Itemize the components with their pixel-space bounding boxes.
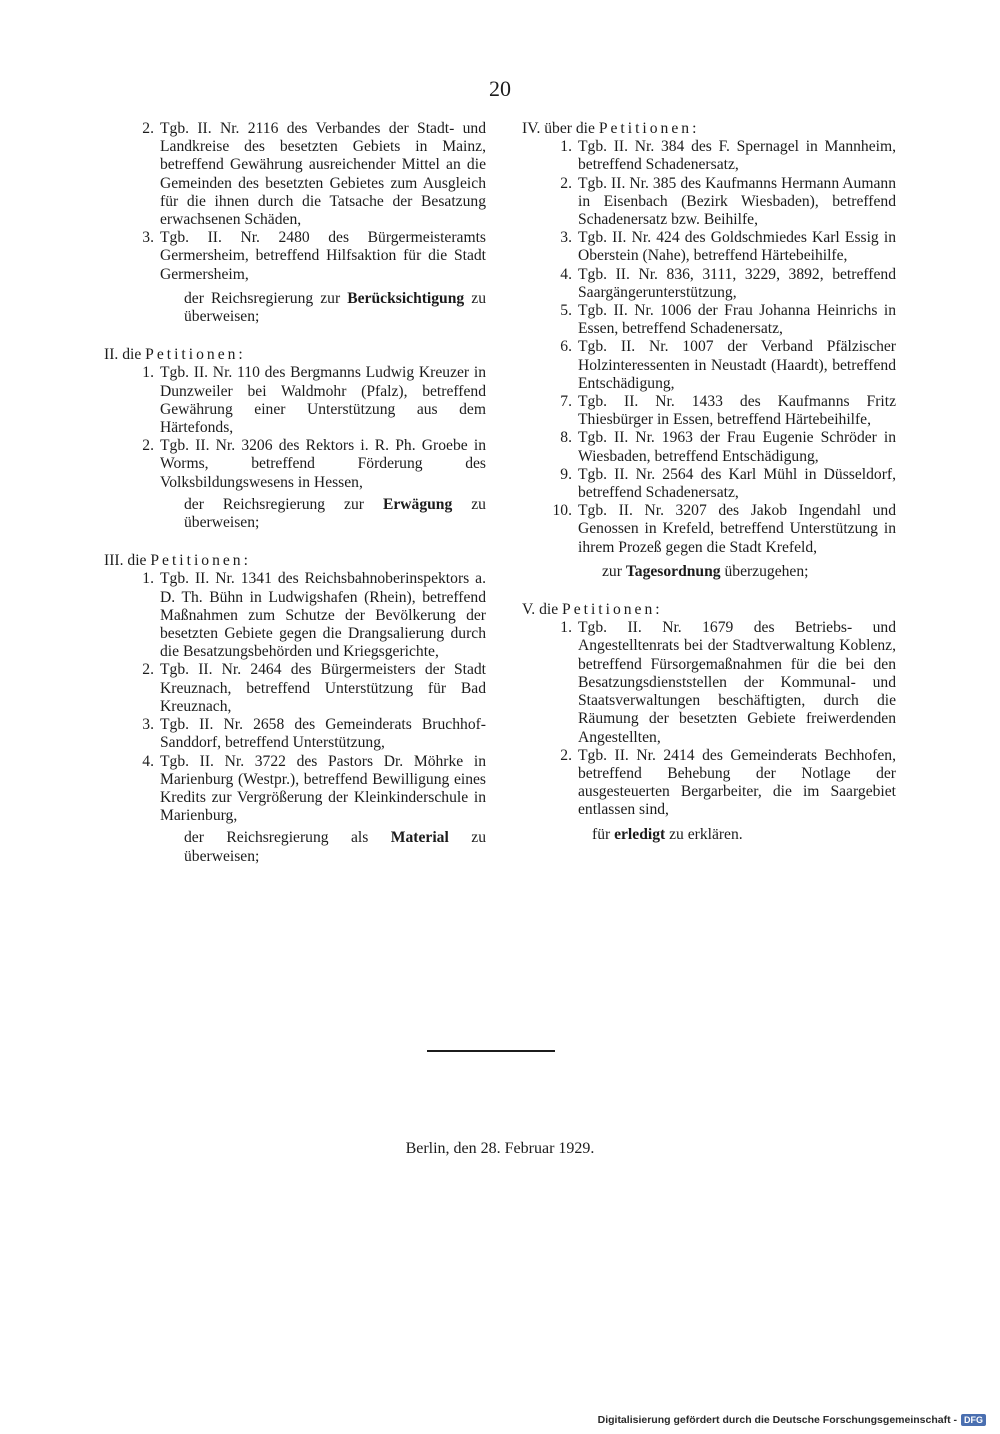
section-iv-conclusion [522,563,896,581]
conclusion-text: überzugehen; [720,562,809,580]
conclusion-keyword: Erwägung [382,495,453,513]
item-number: 2. [560,746,572,764]
section-numeral: II. [104,346,119,364]
list-item [104,364,486,437]
section-v-items [522,619,896,819]
list-item [522,266,896,302]
heading-spaced: Petitionen: [598,120,700,137]
right-column [522,120,896,844]
item-text: Tgb. II. Nr. 1007 der Verband Pfälzischer Holzinteressenten in Neustadt (Haardt), betreffend Entschädigung, [578,338,896,392]
item-text: Tgb. II. Nr. 1006 der Frau Johanna Heinrichs in Essen, betreffend Schadenersatz, [578,302,896,338]
list-item [104,661,486,716]
heading-spaced: Petitionen: [150,552,251,570]
item-number: 5. [560,302,572,320]
item-text: Tgb. II. Nr. 2464 des Bürgermeisters der Stadt Kreuznach, betreffend Unterstützung für Bad Kreuznach, [160,661,486,715]
conclusion-text: der Reichsregierung als [184,829,391,847]
item-text: Tgb. II. Nr. 384 des F. Spernagel in Mannheim, betreffend Schadenersatz, [578,138,896,174]
heading-spaced: Petitionen: [145,346,246,364]
heading-prefix: die [539,601,559,619]
section-numeral: V. [522,601,536,619]
item-number: 1. [142,570,154,588]
conclusion-text: der Reichsregierung zur [184,495,383,513]
item-number: 1. [142,364,154,382]
item-text: Tgb. II. Nr. 3206 des Rektors i. R. Ph. Groebe in Worms, betreffend Förderung des Volksbildungswesens in Hessen, [160,437,486,491]
conclusion-keyword: Material [390,829,449,847]
conclusion-keyword: erledigt [614,825,666,843]
heading-prefix: die [127,552,147,570]
item-text: Tgb. II. Nr. 1963 der Frau Eugenie Schröder in Wiesbaden, betreffend Entschädigung, [578,429,896,465]
item-text: Tgb. II. Nr. 3722 des Pastors Dr. Möhrke in Marienburg (Westpr.), betreffend Bewilligung eines Kredits zur Vergrößerung der Kleinkinderschule in Marienburg, [160,752,486,825]
item-text: Tgb. II. Nr. 2564 des Karl Mühl in Düsseldorf, betreffend Schadenersatz, [578,465,896,502]
list-item [104,716,486,752]
item-text: Tgb. II. Nr. 424 des Goldschmiedes Karl Essig in Oberstein (Nahe), betreffend Härtebeihilfe, [578,229,896,265]
item-number: 7. [560,393,572,411]
heading-spaced: Petitionen: [562,601,663,619]
conclusion-keyword: Tagesordnung [625,562,721,580]
section-v-conclusion [522,826,896,844]
page-number: 20 [489,76,511,101]
list-item [522,466,896,502]
list-item [104,570,486,661]
footer-credit-text: Digitalisierung gefördert durch die Deutsche Forschungsgemeinschaft - [597,1414,957,1426]
item-number: 3. [142,229,154,247]
list-item [522,229,896,265]
list-item [522,502,896,557]
list-item [522,747,896,820]
list-item [522,429,896,465]
item-number: 3. [142,716,154,734]
item-text: Tgb. II. Nr. 385 des Kaufmanns Hermann Aumann in Eisenbach (Bezirk Wiesbaden), betreffend Schadenersatz bzw. Beihilfe, [578,174,896,229]
item-number: 6. [560,338,572,356]
section-iii-conclusion [104,829,486,865]
list-item [522,338,896,393]
conclusion-text: zu überweisen; [184,495,486,532]
conclusion-text: der Reichsregierung zur [184,289,348,307]
item-text: Tgb. II. Nr. 3207 des Jakob Ingendahl und Genossen in Krefeld, betreffend Unterstützung in ihrem Prozeß gegen die Stadt Krefeld, [578,502,896,556]
item-text: Tgb. II. Nr. 1679 des Betriebs- und Angestelltenrats bei der Stadtverwaltung Koblenz, betreffend Fürsorgemaßnahmen für die bei den Besatzungsdienststellen der Kommunal- und Staatsverwaltungen beschäftigten, durch die Räumung der besetzten Gebiete freiwerdenden Angestellten, [578,619,896,746]
dfg-logo: DFG [961,1414,986,1426]
section-iii-heading [104,552,486,570]
section-ii-heading [104,346,486,364]
item-text: Tgb. II. Nr. 1341 des Reichsbahnoberinspektors a. D. Th. Bühn in Ludwigshafen (Rhein), betreffend Maßnahmen zum Schutze der Bevölkerung der besetzten Gebiete gegen die Drangsalierung durch die Besatzungsbehörden und Kriegsgerichte, [160,570,486,661]
list-item [522,393,896,429]
list-item [522,619,896,746]
list-item [522,302,896,338]
item-number: 1. [560,619,572,637]
list-item [104,437,486,492]
item-number: 9. [560,465,572,483]
section-iv-heading [522,120,896,138]
item-number: 2. [142,661,154,679]
item-number: 4. [142,752,154,770]
item-number: 2. [560,174,572,192]
section-iv-items [522,138,896,557]
section-divider [427,1050,555,1052]
signoff-date: Berlin, den 28. Februar 1929. [405,1140,595,1157]
conclusion-keyword: Berücksichtigung [347,289,465,307]
section-v-heading [522,601,896,619]
conclusion-text: zur [602,562,626,580]
conclusion-text: zu überweisen; [184,829,486,865]
conclusion-text: für [592,825,615,843]
list-item [522,175,896,230]
section-numeral: III. [104,552,124,570]
section-numeral: IV. [522,120,541,137]
item-number: 2. [142,120,154,137]
footer-credit [598,1414,986,1426]
heading-prefix: über die [544,120,595,137]
item-number: 8. [560,429,572,447]
item-text: Tgb. II. Nr. 110 des Bergmanns Ludwig Kreuzer in Dunzweiler bei Waldmohr (Pfalz), betreffend Gewährung einer Unterstützung aus dem Härtefonds, [160,364,486,437]
conclusion-text: zu erklären. [665,825,743,843]
section-ii-items [104,364,486,491]
list-item [522,138,896,174]
item-text: Tgb. II. Nr. 2480 des Bürgermeisteramts Germersheim, betreffend Hilfsaktion für die Stadt Germersheim, [160,229,486,283]
item-number: 4. [560,265,572,283]
item-number: 2. [142,437,154,455]
section-ii-conclusion [104,496,486,532]
item-number: 10. [552,502,572,520]
item-number: 1. [560,138,572,156]
item-text: Tgb. II. Nr. 2658 des Gemeinderats Bruchhof-Sanddorf, betreffend Unterstützung, [160,716,486,752]
item-text: Tgb. II. Nr. 1433 des Kaufmanns Fritz Thiesbürger in Essen, betreffend Härtebeihilfe, [578,393,896,429]
conclusion-text: zu überweisen; [184,289,486,326]
section-iii-items [104,570,486,825]
list-item [104,120,486,229]
list-item [104,229,486,284]
item-number: 3. [560,229,572,247]
item-text: Tgb. II. Nr. 836, 3111, 3229, 3892, betreffend Saargängerunterstützung, [578,265,896,301]
list-item [104,753,486,826]
intro-conclusion [104,290,486,326]
item-text: Tgb. II. Nr. 2414 des Gemeinderats Bechhofen, betreffend Behebung der Notlage der ausgesteuerten Bergarbeiter, die im Saargebiet entlassen sind, [578,746,896,819]
left-column [104,120,486,866]
item-text: Tgb. II. Nr. 2116 des Verbandes der Stadt- und Landkreise des besetzten Gebiets in Mainz, betreffend Gewährung ausreichender Mittel an die Gemeinden des besetzten Gebietes zum Ausgleich für die ihnen durch die Tatsache der Besatzung erwachsenen Schäden, [160,120,486,229]
intro-items [104,120,486,284]
heading-prefix: die [122,346,142,364]
